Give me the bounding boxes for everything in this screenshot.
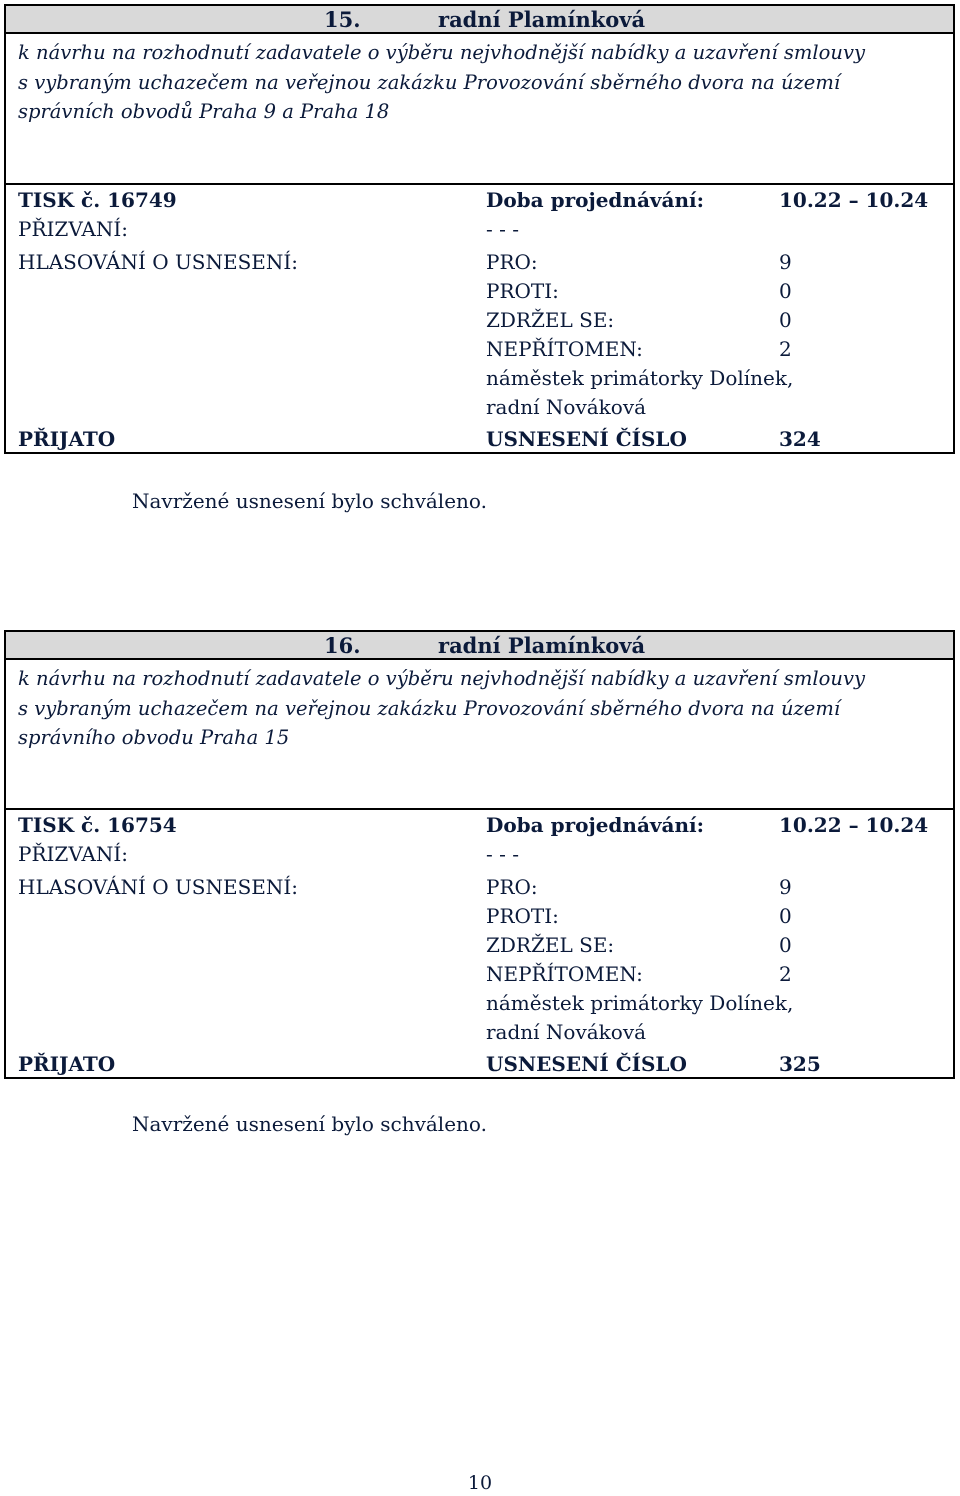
resolution-number: 324	[779, 427, 821, 451]
zdrzel-label: ZDRŽEL SE:	[486, 933, 615, 957]
vote-table	[4, 183, 955, 454]
proti-label: PROTI:	[486, 279, 559, 303]
approval-note: Navržené usnesení bylo schváleno.	[132, 1112, 487, 1136]
vote-label: HLASOVÁNÍ O USNESENÍ:	[18, 875, 299, 899]
item-header	[4, 630, 955, 660]
description-line: s vybraným uchazečem na veřejnou zakázku Provozování sběrného dvora na území	[18, 70, 841, 94]
invited-label: PŘIZVANÍ:	[18, 842, 128, 866]
proti-value: 0	[779, 279, 792, 303]
vote-table	[4, 808, 955, 1079]
tisk-label: TISK č. 16754	[18, 813, 177, 837]
resolution-number: 325	[779, 1052, 821, 1076]
vote-label: HLASOVÁNÍ O USNESENÍ:	[18, 250, 299, 274]
resolution-label: USNESENÍ ČÍSLO	[486, 427, 687, 451]
pro-value: 9	[779, 250, 792, 274]
pro-label: PRO:	[486, 875, 538, 899]
zdrzel-label: ZDRŽEL SE:	[486, 308, 615, 332]
tisk-label: TISK č. 16749	[18, 188, 177, 212]
time-label: Doba projednávání:	[486, 813, 704, 837]
absent-name: radní Nováková	[486, 395, 647, 419]
item-number: 16.	[324, 633, 361, 658]
absent-name: náměstek primátorky Dolínek,	[486, 366, 794, 390]
absent-name: radní Nováková	[486, 1020, 647, 1044]
proti-value: 0	[779, 904, 792, 928]
description-line: správního obvodu Praha 15	[18, 726, 290, 749]
item-presenter: radní Plamínková	[438, 633, 646, 658]
proti-label: PROTI:	[486, 904, 559, 928]
invited-label: PŘIZVANÍ:	[18, 217, 128, 241]
invited-value: - - -	[486, 842, 519, 866]
nepritomen-label: NEPŘÍTOMEN:	[486, 337, 643, 361]
pro-value: 9	[779, 875, 792, 899]
item-number: 15.	[324, 7, 361, 32]
time-label: Doba projednávání:	[486, 188, 704, 212]
invited-value: - - -	[486, 217, 519, 241]
pro-label: PRO:	[486, 250, 538, 274]
page-number: 10	[467, 1472, 493, 1494]
zdrzel-value: 0	[779, 308, 792, 332]
absent-name: náměstek primátorky Dolínek,	[486, 991, 794, 1015]
approval-note: Navržené usnesení bylo schváleno.	[132, 489, 487, 513]
time-value: 10.22 – 10.24	[779, 813, 929, 837]
nepritomen-value: 2	[779, 337, 792, 361]
item-presenter: radní Plamínková	[438, 7, 646, 32]
time-value: 10.22 – 10.24	[779, 188, 929, 212]
nepritomen-label: NEPŘÍTOMEN:	[486, 962, 643, 986]
resolution-label: USNESENÍ ČÍSLO	[486, 1052, 687, 1076]
description-line: k návrhu na rozhodnutí zadavatele o výběru nejvhodnější nabídky a uzavření smlouvy	[18, 667, 865, 690]
item-header	[4, 4, 955, 34]
description-line: s vybraným uchazečem na veřejnou zakázku Provozování sběrného dvora na území	[18, 696, 841, 720]
description-line: k návrhu na rozhodnutí zadavatele o výběru nejvhodnější nabídky a uzavření smlouvy	[18, 41, 865, 64]
nepritomen-value: 2	[779, 962, 792, 986]
item-description	[4, 660, 955, 810]
description-line: správních obvodů Praha 9 a Praha 18	[18, 100, 390, 123]
result: PŘIJATO	[18, 1052, 116, 1076]
item-description	[4, 34, 955, 184]
result: PŘIJATO	[18, 427, 116, 451]
zdrzel-value: 0	[779, 933, 792, 957]
